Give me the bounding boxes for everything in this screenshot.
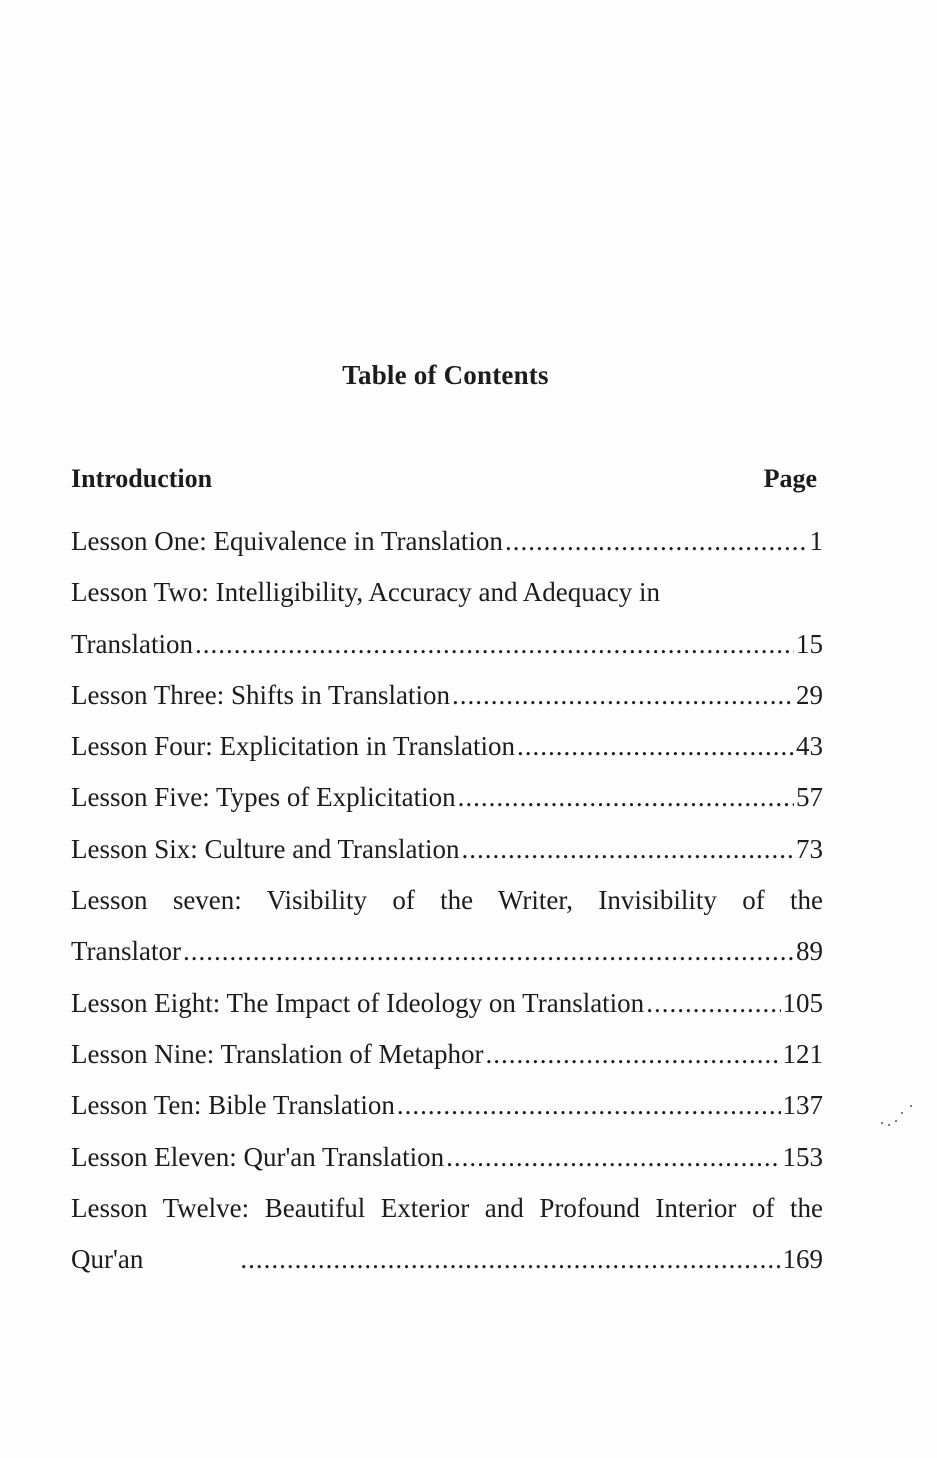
toc-entry-lesson-one [71, 516, 823, 567]
entry-title: Lesson Eleven: Qur'an Translation [71, 1141, 445, 1172]
toc-header [71, 464, 823, 516]
entry-page-number: 15 [796, 628, 823, 659]
dot-leader [646, 978, 780, 1029]
entry-page-number: 105 [782, 987, 823, 1018]
dot-leader [240, 1234, 780, 1285]
toc-entry-lesson-twelve-line1 [71, 1183, 823, 1234]
toc-entry-lesson-five [71, 772, 823, 823]
toc-entry-lesson-two-line1 [71, 567, 823, 618]
toc-entry-lesson-eleven [71, 1132, 823, 1183]
dot-leader [195, 619, 794, 670]
entry-title: Lesson Ten: Bible Translation [71, 1090, 395, 1121]
dot-leader [446, 1132, 780, 1183]
page-column-heading: Page [763, 464, 817, 493]
entry-title: Lesson Two: Intelligibility, Accuracy and Adequacy in [71, 577, 660, 608]
dot-leader [462, 824, 794, 875]
dot-leader [183, 926, 794, 977]
speck [888, 1124, 890, 1126]
entry-title: Translation [71, 628, 194, 659]
entry-title: Lesson Nine: Translation of Metaphor [71, 1038, 484, 1069]
toc-entry-lesson-eight [71, 978, 823, 1029]
toc-entry-lesson-ten [71, 1080, 823, 1131]
toc-entry-lesson-three [71, 670, 823, 721]
dot-leader [452, 670, 794, 721]
toc-entry-lesson-twelve-line2 [71, 1234, 823, 1285]
entry-title: Lesson Twelve: Beautiful Exterior and Profound Interior of the [71, 1192, 823, 1223]
entry-page-number: 153 [782, 1141, 823, 1172]
page-title: Table of Contents [342, 360, 549, 390]
scan-specks [878, 1100, 918, 1130]
introduction-heading: Introduction [71, 464, 213, 493]
entry-page-number: 43 [796, 731, 823, 762]
entry-page-number: 1 [809, 526, 823, 556]
entry-page-number: 29 [796, 679, 823, 710]
table-of-contents [71, 464, 823, 1285]
speck [910, 1105, 912, 1107]
entry-title: Lesson Four: Explicitation in Translation [71, 731, 515, 762]
toc-entry-lesson-nine [71, 1029, 823, 1080]
entry-title: Lesson Three: Shifts in Translation [71, 679, 451, 710]
speck [881, 1122, 883, 1124]
entry-title: Lesson Six: Culture and Translation [71, 833, 460, 864]
entry-page-number: 57 [796, 782, 823, 813]
entry-title: Lesson Five: Types of Explicitation [71, 782, 456, 813]
entry-page-number: 73 [796, 833, 823, 864]
entry-title: Lesson One: Equivalence in Translation [71, 526, 503, 556]
entry-page-number: 121 [782, 1038, 823, 1069]
toc-entry-lesson-six [71, 824, 823, 875]
toc-entry-lesson-two-line2 [71, 619, 823, 670]
entry-title: Lesson seven: Visibility of the Writer, Invisibility of the [71, 885, 823, 916]
entry-page-number: 169 [782, 1244, 823, 1275]
dot-leader [517, 721, 794, 772]
entry-title: Lesson Eight: The Impact of Ideology on Translation [71, 987, 645, 1018]
dot-leader [505, 516, 808, 567]
toc-entry-lesson-seven-line2 [71, 926, 823, 977]
speck [895, 1120, 897, 1122]
entry-title: Translator [71, 936, 182, 967]
toc-entry-lesson-four [71, 721, 823, 772]
entry-page-number: 89 [796, 936, 823, 967]
dot-leader [458, 772, 794, 823]
speck [901, 1112, 903, 1114]
entry-page-number: 137 [782, 1090, 823, 1121]
entry-title: Qur'an [71, 1244, 144, 1275]
dot-leader [485, 1029, 780, 1080]
dot-leader [397, 1080, 781, 1131]
toc-entry-lesson-seven-line1 [71, 875, 823, 926]
